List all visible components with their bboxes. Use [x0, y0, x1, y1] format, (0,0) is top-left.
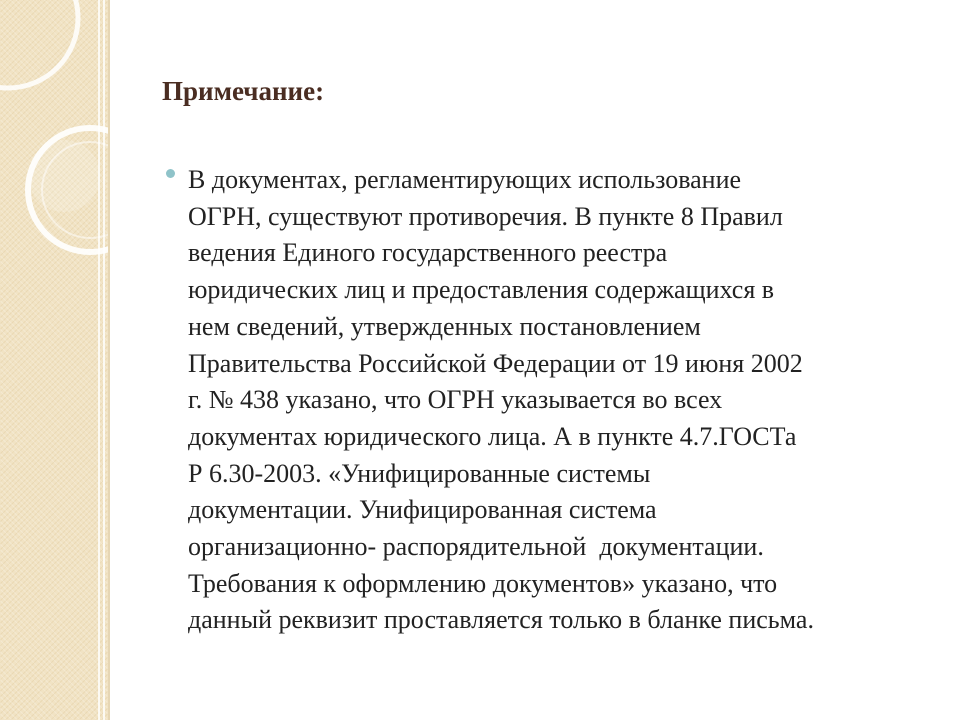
decorative-side-band — [0, 0, 108, 720]
text-line: нем сведений, утвержденных постановлением — [188, 311, 701, 341]
text-line: Требования к оформлению документов» указано, что — [188, 568, 778, 598]
bullet-icon — [166, 169, 175, 178]
text-line: организационно- распорядительной документации. — [188, 532, 764, 562]
bullet-text — [188, 162, 936, 639]
text-line: ведения Единого государственного реестра — [188, 238, 668, 268]
slide-title: Примечание: — [162, 76, 325, 106]
decorative-rings-icon — [0, 0, 108, 720]
text-line: документах юридического лица. А в пункте 4.7.ГОСТа — [188, 421, 797, 451]
text-line: г. № 438 указано, что ОГРН указывается во всех — [188, 385, 723, 415]
text-line: данный реквизит проставляется только в бланке письма. — [188, 605, 814, 635]
text-line: Р 6.30-2003. «Унифицированные системы — [188, 458, 651, 488]
text-line: ОГРН, существуют противоречия. В пункте 8 Правил — [188, 201, 783, 231]
text-line: документации. Унифицированная система — [188, 495, 657, 525]
text-line: В документах, регламентирующих использование — [188, 165, 742, 194]
band-edge — [108, 0, 110, 720]
text-line: юридических лиц и предоставления содержащихся в — [188, 275, 775, 305]
bullet-item — [166, 162, 936, 639]
text-line: Правительства Российской Федерации от 19 июня 2002 — [188, 348, 803, 378]
